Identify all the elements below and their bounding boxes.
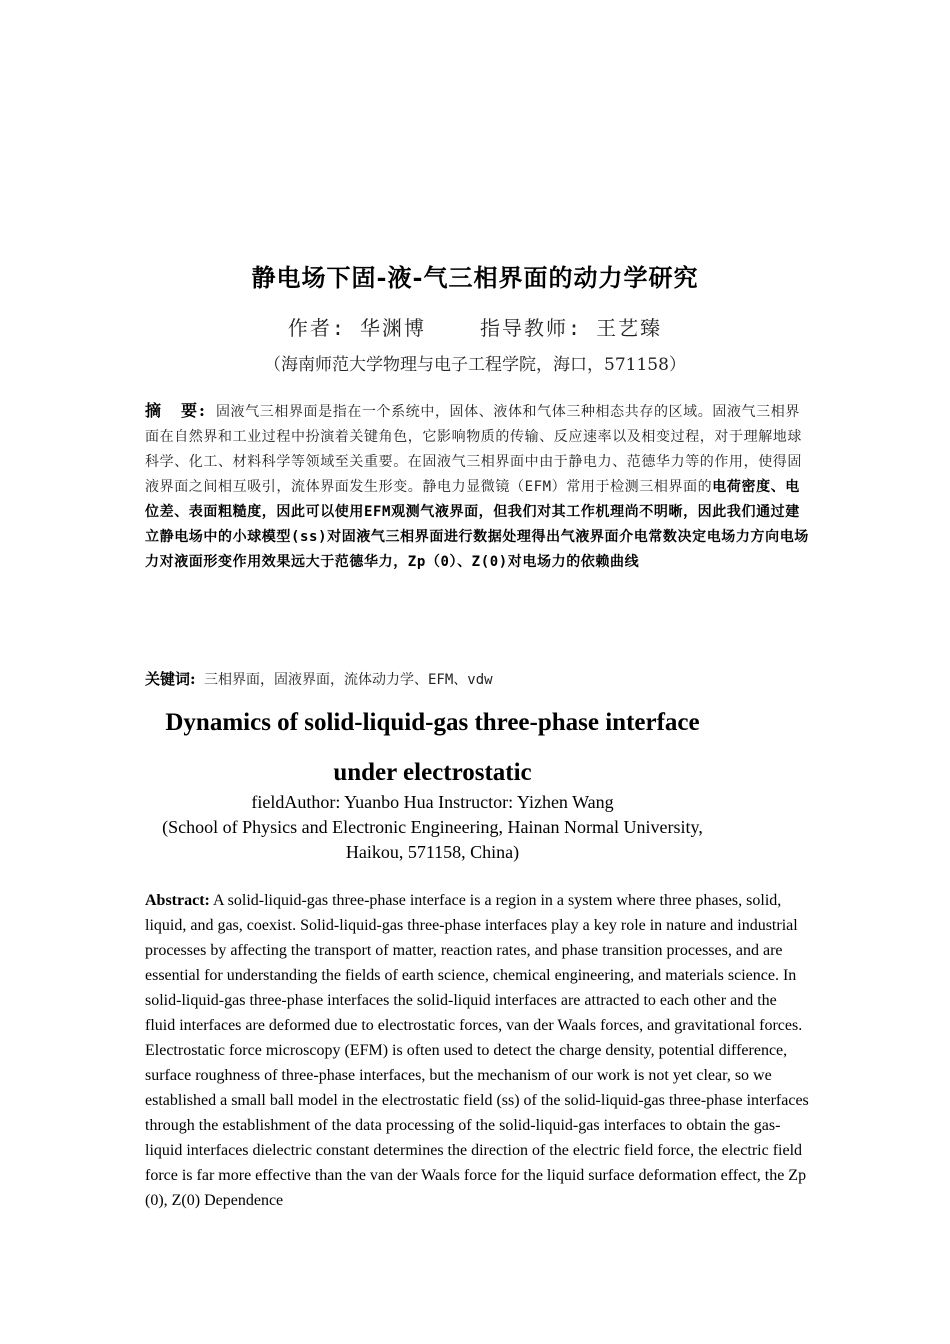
chinese-abstract: [145, 398, 810, 575]
chinese-authors: [0, 312, 950, 341]
author-name: 华渊博: [359, 316, 426, 340]
english-authors-affiliation: [140, 790, 725, 865]
keywords-text: 三相界面，固液界面，流体动力学、EFM、vdw: [195, 672, 493, 688]
english-abstract: [145, 888, 810, 1213]
chinese-affiliation: （海南师范大学物理与电子工程学院，海口，571158）: [264, 355, 686, 375]
instructor-label: 指导教师:: [480, 316, 583, 340]
instructor-name: 王艺臻: [596, 316, 663, 340]
chinese-abstract-label: 摘 要:: [145, 401, 207, 420]
english-abstract-label: Abstract:: [145, 892, 210, 909]
chinese-abstract-text: 固液气三相界面是指在一个系统中，固体、液体和气体三种相态共存的区域。固液气三相界面在自然界和工业过程中扮演着关键角色，它影响物质的传输、反应速率以及相变过程，对于理解地球科学、化工、材料科学等领域至关重要。在固液气三相界面中由于静电力、范德华力等的作用，使得固液界面之间相互吸引，流体界面发生形变。静电力显微镜（EFM）常用于检测三相界面的: [145, 404, 802, 495]
author-label: 作者:: [287, 316, 346, 340]
chinese-keywords: [145, 668, 493, 689]
english-abstract-text: A solid-liquid-gas three-phase interface is a region in a system where three phases, solid, liquid, and gas, coexist. Solid-liquid-gas three-phase interfaces play a key role in nature and industrial processes by affecting the transport of matter, reaction rates, and phase transition processes, and are essential for understanding the fields of earth science, chemical engineering, and materials science. In solid-liquid-gas three-phase interfaces the solid-liquid interfaces are attracted to each other and the fluid interfaces are deformed due to electrostatic forces, van der Waals forces, and gravitational forces. Electrostatic force microscopy (EFM) is often used to detect the charge density, potential difference, surface roughness of three-phase interfaces, but the mechanism of our work is not yet clear, so we established a small ball model in the electrostatic field (ss) of the solid-liquid-gas three-phase interfaces through the establishment of the data processing of the solid-liquid-gas interfaces to obtain the gas-liquid interfaces dielectric constant determines the direction of the electric field force, the electric field force is far more effective than the van der Waals force for the liquid surface deformation effect, the Zp (0), Z(0) Dependence: [145, 892, 809, 1209]
english-title: [150, 698, 715, 798]
keywords-label: 关键词:: [145, 670, 196, 688]
chinese-title: 静电场下固-液-气三相界面的动力学研究: [251, 263, 699, 292]
english-affiliation-line-1: (School of Physics and Electronic Engineering, Hainan Normal University,: [162, 817, 703, 837]
chinese-abstract-bold-text: 电荷密度、电位差、表面粗糙度，因此可以使用EFM观测气液界面，但我们对其工作机理尚不明晰，因此我们通过建立静电场中的小球模型(ss)对固液气三相界面进行数据处理得出气液界面介电常数决定电场力方向电场力对液面形变作用效果远大于范德华力，Zp（0）、Z(0)对电场力的依赖曲线: [145, 479, 809, 570]
english-author-line: fieldAuthor: Yuanbo Hua Instructor: Yizhen Wang: [251, 792, 614, 812]
english-affiliation-line-2: Haikou, 571158, China): [345, 842, 520, 862]
english-title-line-1: Dynamics of solid-liquid-gas three-phase interface: [165, 709, 700, 736]
english-title-line-2: under electrostatic: [333, 759, 532, 786]
